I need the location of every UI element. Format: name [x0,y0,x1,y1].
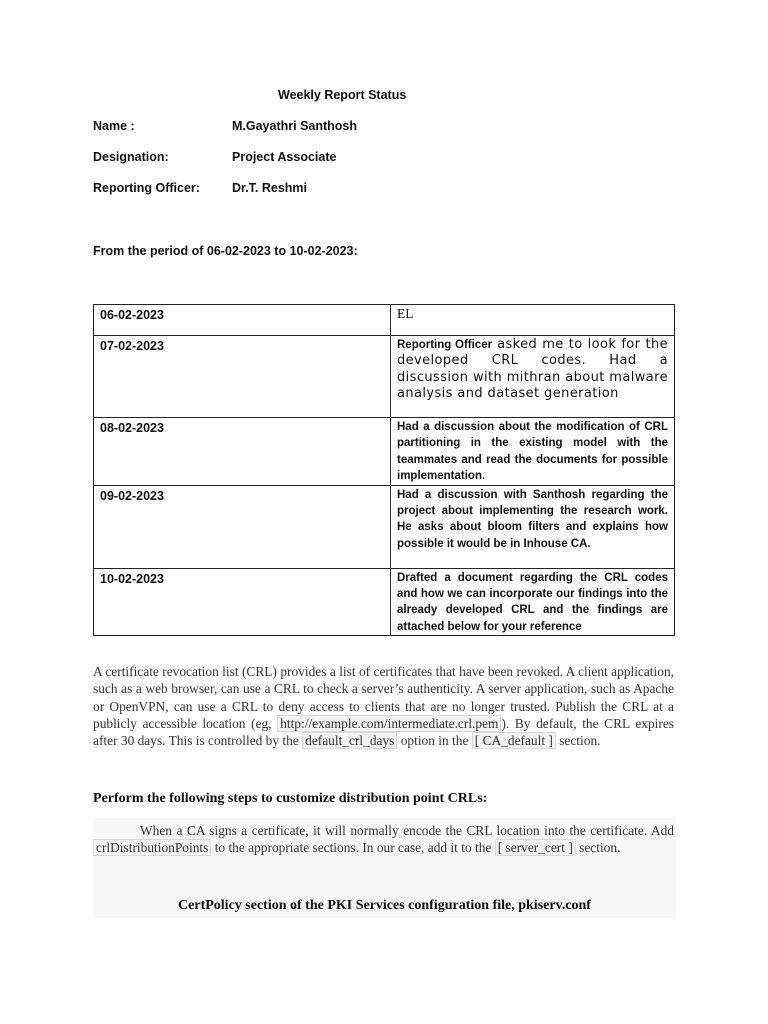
code-crl-distribution-points: crlDistributionPoints [93,839,211,856]
row-description: Drafted a document regarding the CRL codes and how we can incorporate our findings into the already developed CRL and the findings are attached below for your reference [391,568,675,636]
row-date: 07-02-2023 [94,336,391,418]
report-title: Weekly Report Status [278,88,407,102]
crl-steps-text: When a CA signs a certificate, it will normally encode the CRL location into the certificate. Add [140,823,674,838]
table-row [94,485,675,568]
example-url: http://example.com/intermediate.crl.pem [277,715,501,732]
crl-intro-text: option in the [397,733,472,749]
reporting-officer-value: Dr.T. Reshmi [232,181,308,195]
crl-steps-paragraph [93,822,674,857]
row-date: 09-02-2023 [94,485,391,568]
crl-intro-paragraph [93,663,674,749]
row-description: EL [391,305,675,336]
crl-intro-text: ). By default, the CRL expires after 30 days. This is controlled by the [93,715,674,749]
code-ca-default: [ CA_default ] [472,732,556,749]
table-row [94,305,675,336]
row-description [391,336,675,418]
code-server-cert: [ server_cert ] [495,839,576,856]
crl-steps-text: section. [575,840,621,856]
table-row [94,336,675,418]
reporting-officer-mention: Reporting Officer [397,339,493,351]
designation-value: Project Associate [232,150,337,164]
name-value: M.Gayathri Santhosh [232,119,358,133]
table-row [94,418,675,486]
weekly-report-table [93,304,675,636]
row-description: Had a discussion with Santhosh regarding the project about implementing the research work. He asks about bloom filters and explains how possible it would be in Inhouse CA. [391,485,675,568]
steps-heading: Perform the following steps to customize distribution point CRLs: [93,791,488,806]
reporting-officer-label: Reporting Officer: [93,181,200,195]
table-row [94,568,675,636]
report-period: From the period of 06-02-2023 to 10-02-2023: [93,244,358,258]
crl-intro-text: section. [555,733,601,749]
designation-label: Designation: [93,150,169,164]
row-date: 10-02-2023 [94,568,391,636]
name-label: Name : [93,119,135,133]
row-description-text: asked me to look for the developed CRL codes. Had a discussion with mithran about malware analysis and dataset generation [397,337,668,402]
row-date: 06-02-2023 [94,305,391,336]
config-caption: CertPolicy section of the PKI Services configuration file, pkiserv.conf [178,898,591,913]
crl-intro-text: A certificate revocation list (CRL) provides a list of certificates that have been revoked. A client application, such as a web browser, can use a CRL to check a server’s authenticity. A server application, such as Apache or OpenVPN, can use a CRL to deny access to clients that are no longer trusted. Publish the CRL at a publicly accessible location (eg, [93,664,674,731]
row-description: Had a discussion about the modification of CRL partitioning in the existing model with the teammates and read the documents for possible implementation. [391,418,675,486]
crl-steps-text: to the appropriate sections. In our case, add it to the [211,840,495,856]
row-date: 08-02-2023 [94,418,391,486]
code-default-crl-days: default_crl_days [302,732,397,749]
